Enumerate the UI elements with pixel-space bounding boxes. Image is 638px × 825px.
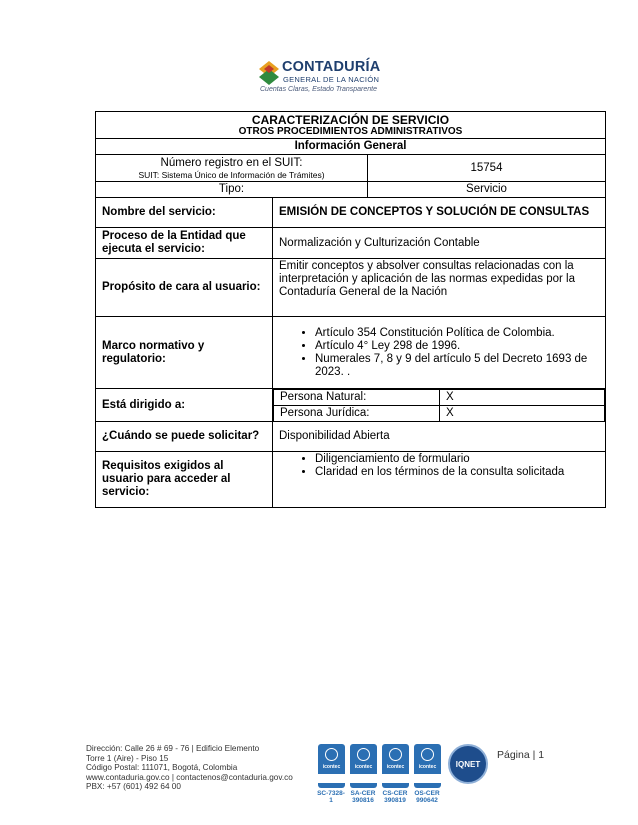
requisitos-list <box>279 453 599 479</box>
requisitos-list-cell <box>273 452 606 508</box>
persona-natural-mark: X <box>440 390 605 406</box>
footer-line: Torre 1 (Aire) - Piso 15 <box>86 753 169 763</box>
badge-code: SA-CER 390816 <box>350 790 376 804</box>
tipo-value: Servicio <box>368 182 606 198</box>
cuando-value: Disponibilidad Abierta <box>273 422 606 452</box>
marco-item: • Numerales 7, 8 y 9 del artículo 5 del Decreto 1693 de 2023. . <box>315 353 599 379</box>
proposito-label: Propósito de cara al usuario: <box>96 259 273 317</box>
logo-tagline: Cuentas Claras, Estado Transparente <box>260 86 377 93</box>
badge-code: OS-CER 990642 <box>414 790 440 804</box>
dirigido-options <box>273 389 605 421</box>
icontec-badge-icon: icontec <box>318 744 345 788</box>
marco-list-cell <box>273 317 606 389</box>
logo-mark-icon <box>258 60 280 86</box>
footer-line: PBX: +57 (601) 492 64 00 <box>86 782 181 791</box>
marco-list <box>279 327 599 379</box>
marco-item: • Artículo 4° Ley 298 de 1996. <box>315 340 599 353</box>
footer-line: www.contaduria.gov.co | contactenos@contaduria.gov.co <box>86 772 293 782</box>
proceso-label: Proceso de la Entidad que ejecuta el servicio: <box>96 228 273 259</box>
dirigido-label: Está dirigido a: <box>96 389 273 422</box>
logo-title: CONTADURÍA <box>282 59 381 75</box>
tipo-label: Tipo: <box>96 182 368 198</box>
footer-line: Código Postal: 111071, Bogotá, Colombia <box>86 763 238 772</box>
suit-sublabel: SUIT: Sistema Único de Información de Trámites) <box>138 169 325 180</box>
contaduria-logo <box>258 58 388 96</box>
certification-badges <box>316 744 496 804</box>
marco-label: Marco normativo y regulatorio: <box>96 317 273 389</box>
proceso-value: Normalización y Culturización Contable <box>273 228 606 259</box>
requisitos-label: Requisitos exigidos al usuario para acceder al servicio: <box>96 452 273 508</box>
marco-item: • Artículo 354 Constitución Política de Colombia. <box>315 327 599 340</box>
footer-address <box>86 744 326 792</box>
icontec-badge-icon: icontec <box>350 744 377 788</box>
requisitos-item: • Claridad en los términos de la consulta solicitada <box>315 466 599 479</box>
section-title: Información General <box>96 139 606 155</box>
suit-number: 15754 <box>368 155 606 182</box>
badge-code: CS-CER 390819 <box>382 790 408 804</box>
document-subtitle: OTROS PROCEDIMIENTOS ADMINISTRATIVOS <box>238 125 463 137</box>
persona-juridica-label: Persona Jurídica: <box>274 406 440 422</box>
iqnet-badge-icon: IQNET <box>448 744 488 784</box>
suit-label-cell <box>96 155 368 182</box>
service-characterization-table <box>95 111 606 508</box>
document-title: CARACTERIZACIÓN DE SERVICIO <box>251 112 450 127</box>
dirigido-options-cell <box>273 389 606 422</box>
persona-juridica-mark: X <box>440 406 605 422</box>
page-number: Página | 1 <box>497 749 545 761</box>
cuando-label: ¿Cuándo se puede solicitar? <box>96 422 273 452</box>
persona-natural-label: Persona Natural: <box>274 390 440 406</box>
badge-code: SC-7328-1 <box>317 790 345 804</box>
icontec-badge-icon: icontec <box>382 744 409 788</box>
suit-label: Número registro en el SUIT: <box>160 156 303 169</box>
table-header <box>96 112 606 139</box>
requisitos-item: • Diligenciamiento de formulario <box>315 453 599 466</box>
footer-line: Dirección: Calle 26 # 69 - 76 | Edificio Elemento <box>86 744 260 753</box>
nombre-label: Nombre del servicio: <box>96 198 273 228</box>
proposito-value: Emitir conceptos y absolver consultas relacionadas con la interpretación y aplicación de las normas expedidas por la Contaduría General de la Nación <box>273 259 606 317</box>
logo-subtitle: GENERAL DE LA NACIÓN <box>283 75 380 84</box>
icontec-badge-icon: icontec <box>414 744 441 788</box>
nombre-value: EMISIÓN DE CONCEPTOS Y SOLUCIÓN DE CONSULTAS <box>273 198 606 228</box>
